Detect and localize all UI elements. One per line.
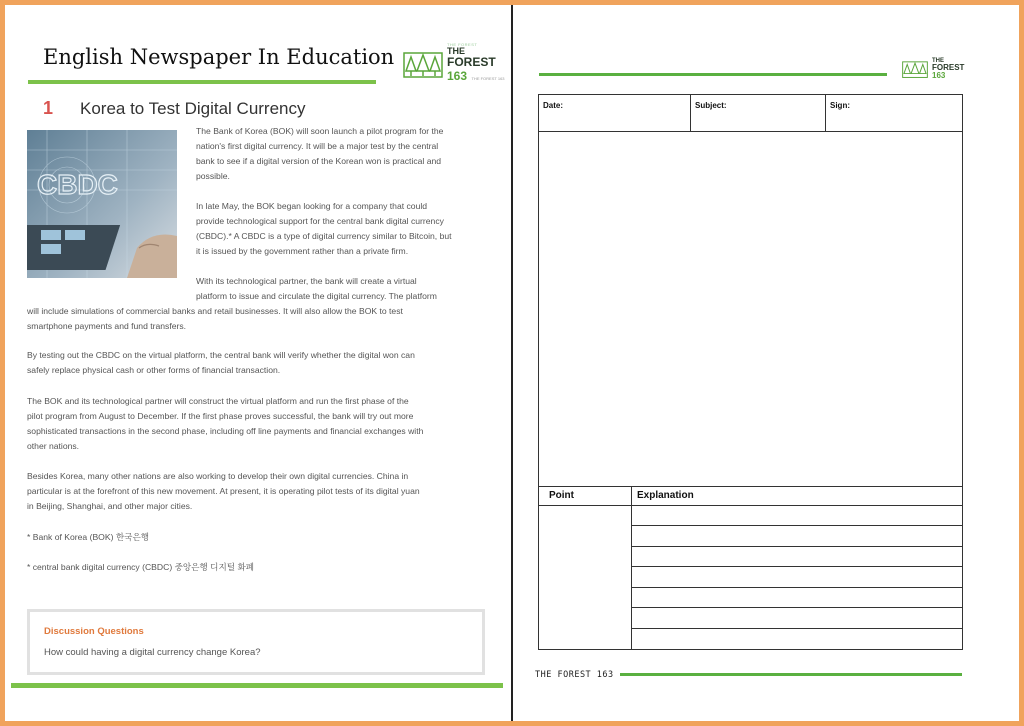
article-number: 1: [43, 98, 54, 118]
date-cell[interactable]: [539, 95, 690, 131]
cbdc-image-text: CBDC: [37, 169, 118, 200]
explanation-row-line: [631, 546, 962, 547]
trees-logo-icon: [403, 49, 443, 79]
explanation-row-line: [631, 587, 962, 588]
article-photo: [27, 130, 177, 278]
logo-number: 163: [447, 69, 468, 83]
note-form: [538, 94, 963, 650]
subject-cell[interactable]: [691, 95, 825, 131]
paragraph-3a: With its technological partner, the bank will create a virtual platform to issue and circulate the digital currency. The platform: [196, 276, 437, 301]
discussion-title: Discussion Questions: [44, 626, 144, 637]
subject-label: Subject:: [695, 101, 727, 110]
explanation-row-line: [631, 628, 962, 629]
logo-small-the: THE: [932, 58, 944, 64]
explanation-row-line: [631, 525, 962, 526]
logo-small-forest: FOREST: [932, 63, 965, 72]
explanation-row-line: [631, 505, 962, 506]
logo-small-number: 163: [932, 71, 946, 80]
explanation-row-line: [631, 607, 962, 608]
left-bottom-bar: [11, 683, 503, 688]
right-top-bar: [539, 73, 887, 76]
explanation-header: Explanation: [637, 490, 694, 501]
logo-the: THE: [447, 46, 465, 56]
paragraph-6: Besides Korea, many other nations are also working to develop their own digital currencies. China in particular is at the forefront of this new movement. At present, it is operating pilot tests of its digital yuan in Beijing, Shanghai, and other major cities.: [27, 471, 420, 511]
page-divider: [511, 5, 513, 721]
point-header: Point: [549, 490, 574, 501]
paragraph-5: The BOK and its technological partner will construct the virtual platform and run the first phase of the pilot program from August to December. If the first phase proves successful, the bank will try out more sophisticated transactions in the second phase, including off line payments and financial exchanges with other nations.: [27, 396, 424, 451]
left-page: [5, 5, 511, 721]
paragraph-3b: will include simulations of commercial banks and retail businesses. It will also allow the BOK to test smartphone payments and fund transfers.: [27, 306, 403, 331]
paragraph-4: By testing out the CBDC on the virtual platform, the central bank will verify whether the digital won can safely replace physical cash or other forms of financial transaction.: [27, 350, 415, 375]
forest-logo: [403, 43, 505, 84]
sign-cell[interactable]: [826, 95, 962, 131]
forest-logo-small: [902, 58, 964, 80]
footer-text: THE FOREST 163: [535, 670, 614, 680]
discussion-box: [27, 609, 485, 675]
title-underline: [28, 80, 376, 84]
sign-label: Sign:: [830, 101, 850, 110]
paragraph-1: The Bank of Korea (BOK) will soon launch a pilot program for the nation's first digital currency. It will be a major test by the central bank to see if a digital version of the Korean won is practical and possible.: [196, 126, 444, 181]
trees-logo-icon-small: [902, 59, 928, 79]
footnote-bok: * Bank of Korea (BOK) 한국은행: [27, 532, 150, 542]
article-title: Korea to Test Digital Currency: [80, 99, 306, 118]
discussion-question: How could having a digital currency change Korea?: [44, 647, 261, 658]
paragraph-2: In late May, the BOK began looking for a company that could provide technological support for the central bank digital currency (CBDC).* A CBDC is a type of digital currency similar to Bitcoin, but it is issued by the government rather than a private firm.: [196, 201, 452, 256]
logo-tagline: THE FOREST 163: [471, 76, 505, 81]
form-header-row: [539, 95, 962, 132]
footnote-cbdc: * central bank digital currency (CBDC) 중앙은행 디지털 화폐: [27, 562, 255, 572]
logo-forest: FOREST: [447, 55, 496, 69]
notes-area[interactable]: [539, 132, 962, 486]
date-label: Date:: [543, 101, 564, 110]
newsletter-title: English Newspaper In Education: [43, 45, 395, 69]
explanation-row-line: [631, 566, 962, 567]
footer-bar: [620, 673, 962, 676]
logo-small-text: THE FOREST: [447, 42, 478, 47]
